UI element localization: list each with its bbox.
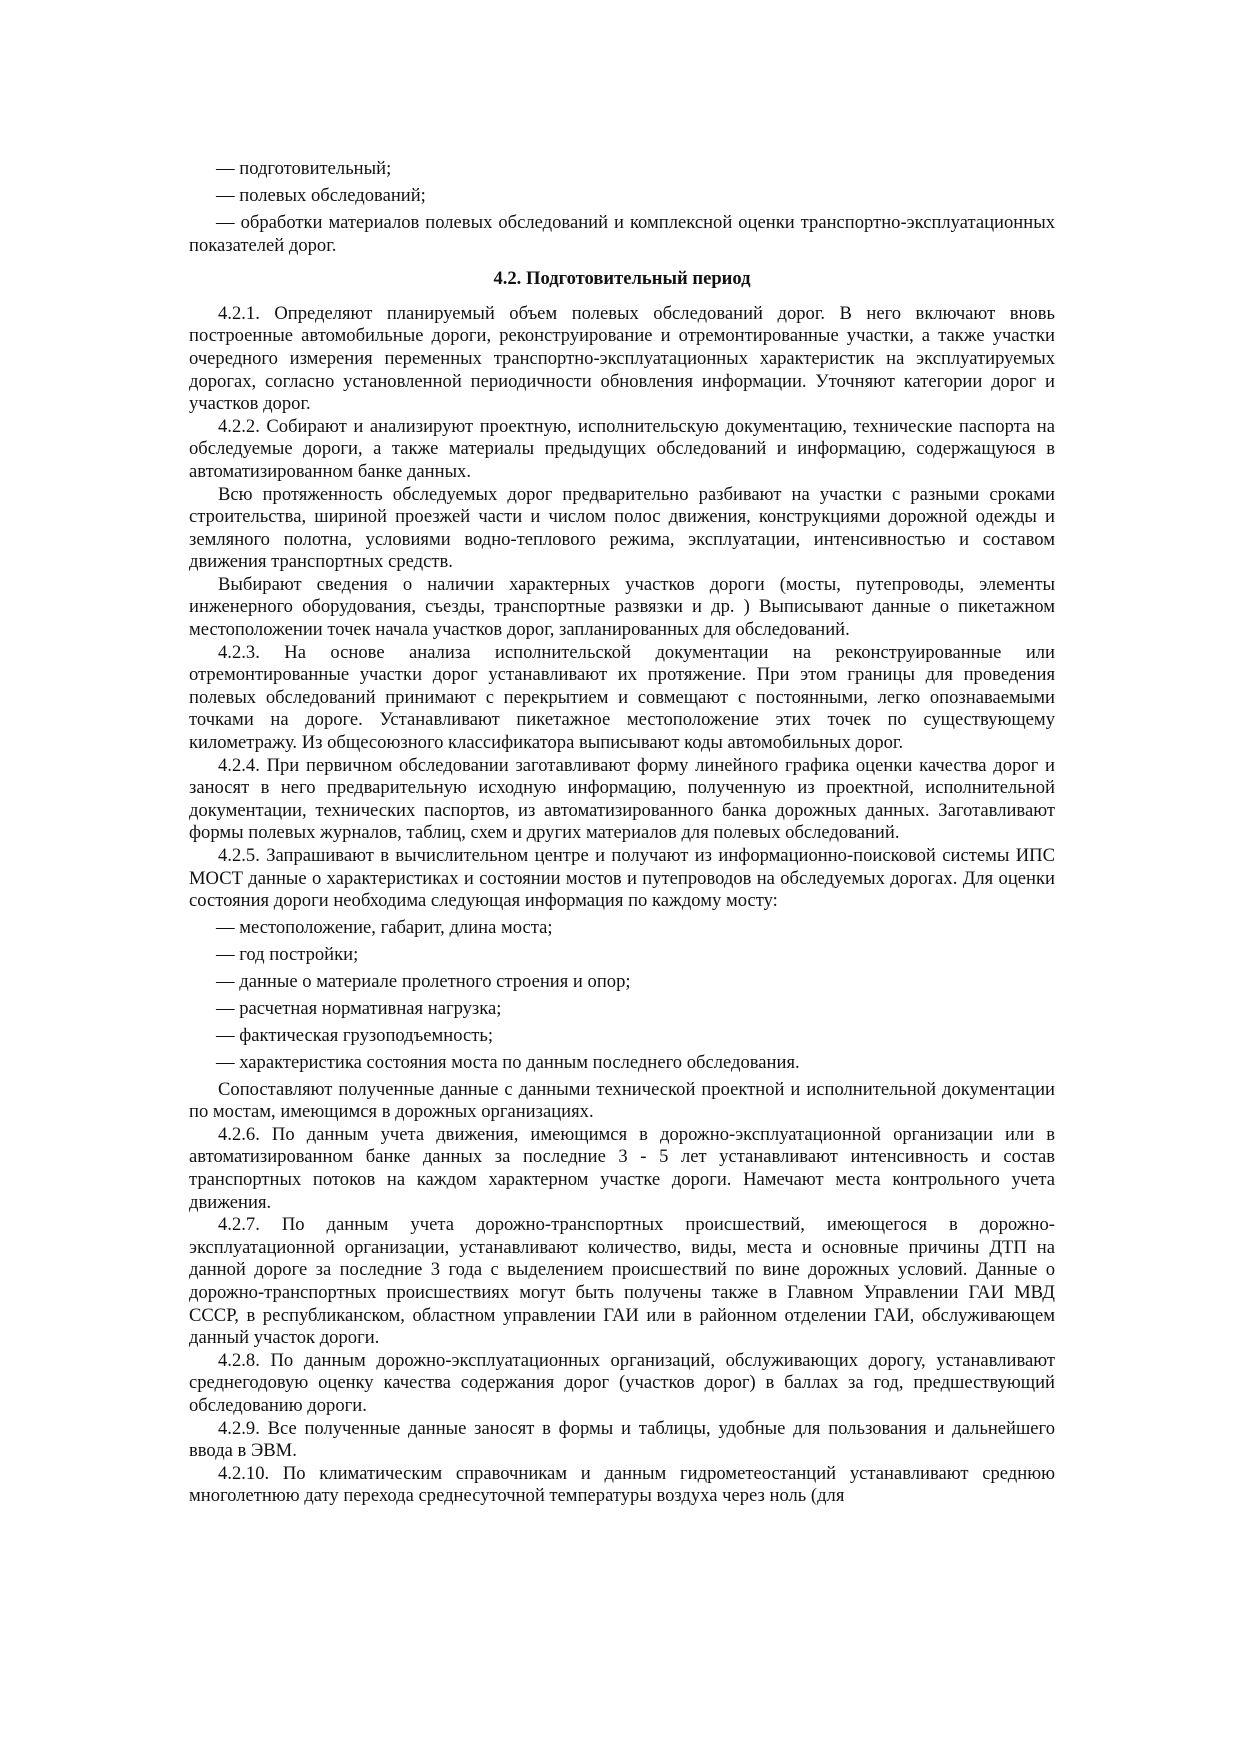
- list-item: — расчетная нормативная нагрузка;: [216, 997, 502, 1019]
- list-item: — местоположение, габарит, длина моста;: [216, 916, 553, 938]
- paragraphs-a: [189, 303, 1055, 913]
- paragraphs-b: [189, 1079, 1055, 1508]
- paragraph-4-2-4: 4.2.4. При первичном обследовании заготавливают форму линейного графика оценки качества дорог и заносят в него предварительную исходную информацию, полученную из проектной, исполнительной документации, технических паспортов, из автоматизированного банка дорожных данных. Заготавливают формы полевых журналов, таблиц, схем и других материалов для полевых обследований.: [189, 754, 1055, 844]
- paragraph-characteristic-sections: Выбирают сведения о наличии характерных участков дороги (мосты, путепроводы, элементы инженерного оборудования, съезды, транспортные развязки и др. ) Выписывают данные о пикетажном местоположении точек начала участков дорог, запланированных для обследований.: [189, 573, 1055, 641]
- paragraph-4-2-6: 4.2.6. По данным учета движения, имеющимся в дорожно-эксплуатационной организации или в автоматизированном банке данных за последние 3 - 5 лет устанавливают интенсивность и состав транспортных потоков на каждом характерном участке дороги. Намечают места контрольного учета движения.: [189, 1123, 1055, 1213]
- paragraph-bridge-comparison: Сопоставляют полученные данные с данными технической проектной и исполнительной документации по мостам, имеющимся в дорожных организациях.: [189, 1078, 1055, 1123]
- bridge-info-list: [189, 917, 1055, 1075]
- list-item: — фактическая грузоподъемность;: [216, 1024, 493, 1046]
- document-page: [189, 154, 1055, 1508]
- paragraph-4-2-5: 4.2.5. Запрашивают в вычислительном центре и получают из информационно-поисковой системы ИПС МОСТ данные о характеристиках и состоянии мостов и путепроводов на обследуемых дорогах. Для оценки состояния дороги необходима следующая информация по каждому мосту:: [189, 845, 1055, 912]
- paragraph-4-2-3: 4.2.3. На основе анализа исполнительской документации на реконструированные или отремонтированные участки дорог устанавливают их протяжение. При этом границы для проведения полевых обследований принимают с перекрытием и совмещают с постоянными, легко опознаваемыми точками на дороге. Устанавливают пикетажное местоположение этих точек по существующему километражу. Из общесоюзного классификатора выписывают коды автомобильных дорог.: [189, 641, 1055, 754]
- list-item: — полевых обследований;: [216, 184, 426, 206]
- section-heading: 4.2. Подготовительный период: [493, 268, 751, 290]
- paragraph-4-2-8: 4.2.8. По данным дорожно-эксплуатационных организаций, обслуживающих дорогу, устанавливают среднегодовую оценку качества содержания дорог (участков дорог) в баллах за год, предшествующий обследованию дороги.: [189, 1349, 1055, 1416]
- paragraph-route-division: Всю протяженность обследуемых дорог предварительно разбивают на участки с разными сроками строительства, шириной проезжей части и числом полос движения, конструкциями дорожной одежды и земляного полотна, условиями водно-теплового режима, эксплуатации, интенсивностью и составом движения транспортных средств.: [189, 483, 1055, 573]
- list-item: — год постройки;: [216, 943, 359, 965]
- list-item: — данные о материале пролетного строения и опор;: [216, 970, 631, 992]
- paragraph-4-2-7: 4.2.7. По данным учета дорожно-транспортных происшествий, имеющегося в дорожно-эксплуатационной организации, устанавливают количество, виды, места и основные причины ДТП на данной дороге за последние 3 года с выделением происшествий по вине дорожных условий. Данные о дорожно-транспортных происшествиях могут быть получены также в Главном Управлении ГАИ МВД СССР, в республиканском, областном управлении ГАИ или в районном отделении ГАИ, обслуживающем данный участок дороги.: [189, 1214, 1055, 1349]
- list-item: — обработки материалов полевых обследований и комплексной оценки транспортно-эксплуатационных показателей дорог.: [189, 211, 1055, 256]
- intro-list: [189, 158, 1055, 257]
- list-item: — подготовительный;: [216, 158, 392, 179]
- paragraph-4-2-9: 4.2.9. Все полученные данные заносят в формы и таблицы, удобные для пользования и дальнейшего ввода в ЭВМ.: [189, 1417, 1055, 1462]
- paragraph-4-2-2: 4.2.2. Собирают и анализируют проектную, исполнительскую документацию, технические паспорта на обследуемые дороги, а также материалы предыдущих обследований и информацию, содержащуюся в автоматизированном банке данных.: [189, 415, 1055, 482]
- paragraph-4-2-10: 4.2.10. По климатическим справочникам и данным гидрометеостанций устанавливают среднюю многолетнюю дату перехода среднесуточной температуры воздуха через ноль (для: [189, 1462, 1055, 1507]
- list-item: — характеристика состояния моста по данным последнего обследования.: [216, 1051, 800, 1073]
- paragraph-4-2-1: 4.2.1. Определяют планируемый объем полевых обследований дорог. В него включают вновь построенные автомобильные дороги, реконструирование и отремонтированные участки, а также участки очередного измерения переменных транспортно-эксплуатационных характеристик на эксплуатируемых дорогах, согласно установленной периодичности обновления информации. Уточняют категории дорог и участков дорог.: [189, 302, 1055, 415]
